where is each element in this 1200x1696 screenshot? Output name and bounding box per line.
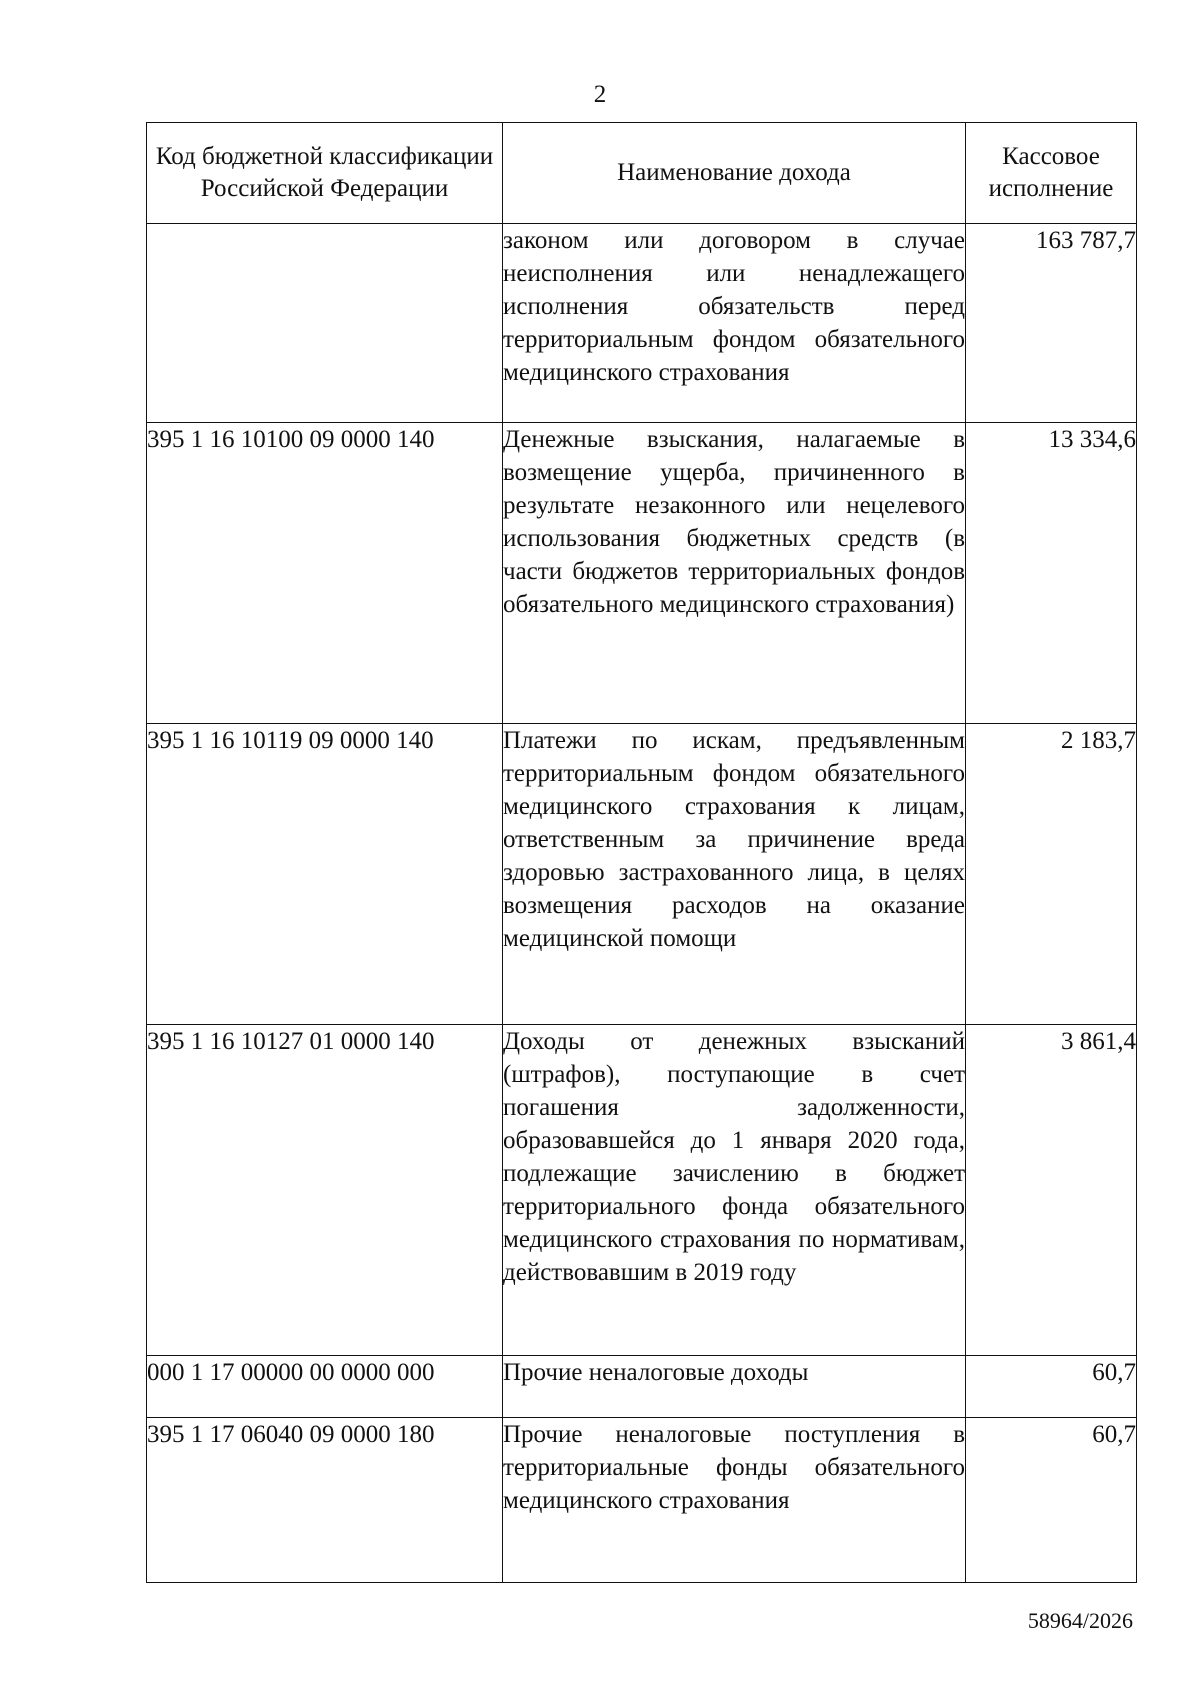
row-amount: 163 787,7: [966, 224, 1137, 423]
table-row: [147, 1356, 1137, 1418]
row-code: 395 1 16 10119 09 0000 140: [147, 724, 503, 1025]
row-code: [147, 224, 503, 423]
row-name: Прочие неналоговые доходы: [503, 1356, 966, 1418]
table-row: [147, 224, 1137, 423]
row-name: Доходы от денежных взысканий (штрафов), поступающие в счет погашения задолженности, образовавшейся до 1 января 2020 года, подлежащие зачислению в бюджет территориального фонда обязательного медицинского страхования по нормативам, действовавшим в 2019 году: [503, 1025, 966, 1356]
table-row: [147, 1025, 1137, 1356]
row-name: законом или договором в случае неисполнения или ненадлежащего исполнения обязательств перед территориальным фондом обязательного медицинского страхования: [503, 224, 966, 423]
row-amount: 13 334,6: [966, 423, 1137, 724]
revenue-table: [146, 122, 1137, 1583]
row-name: Прочие неналоговые поступления в территориальные фонды обязательного медицинского страхования: [503, 1418, 966, 1583]
row-amount: 60,7: [966, 1418, 1137, 1583]
page-number: 2: [593, 81, 607, 108]
table-row: [147, 1418, 1137, 1583]
header-amount: Кассовое исполнение: [966, 123, 1137, 224]
table-header-row: [147, 123, 1137, 224]
row-code: 395 1 16 10127 01 0000 140: [147, 1025, 503, 1356]
row-name: Денежные взыскания, налагаемые в возмещение ущерба, причиненного в результате незаконного или нецелевого использования бюджетных средств (в части бюджетов территориальных фондов обязательного медицинского страхования): [503, 423, 966, 724]
header-code: Код бюджетной классификации Российской Федерации: [147, 123, 503, 224]
header-name: Наименование дохода: [503, 123, 966, 224]
table-row: [147, 724, 1137, 1025]
row-code: 395 1 16 10100 09 0000 140: [147, 423, 503, 724]
row-amount: 60,7: [966, 1356, 1137, 1418]
row-code: 395 1 17 06040 09 0000 180: [147, 1418, 503, 1583]
row-name: Платежи по искам, предъявленным территориальным фондом обязательного медицинского страхования к лицам, ответственным за причинение вреда здоровью застрахованного лица, в целях возмещения расходов на оказание медицинской помощи: [503, 724, 966, 1025]
table-row: [147, 423, 1137, 724]
document-registration-number: 58964/2026: [1027, 1608, 1133, 1633]
row-code: 000 1 17 00000 00 0000 000: [147, 1356, 503, 1418]
row-amount: 3 861,4: [966, 1025, 1137, 1356]
row-amount: 2 183,7: [966, 724, 1137, 1025]
